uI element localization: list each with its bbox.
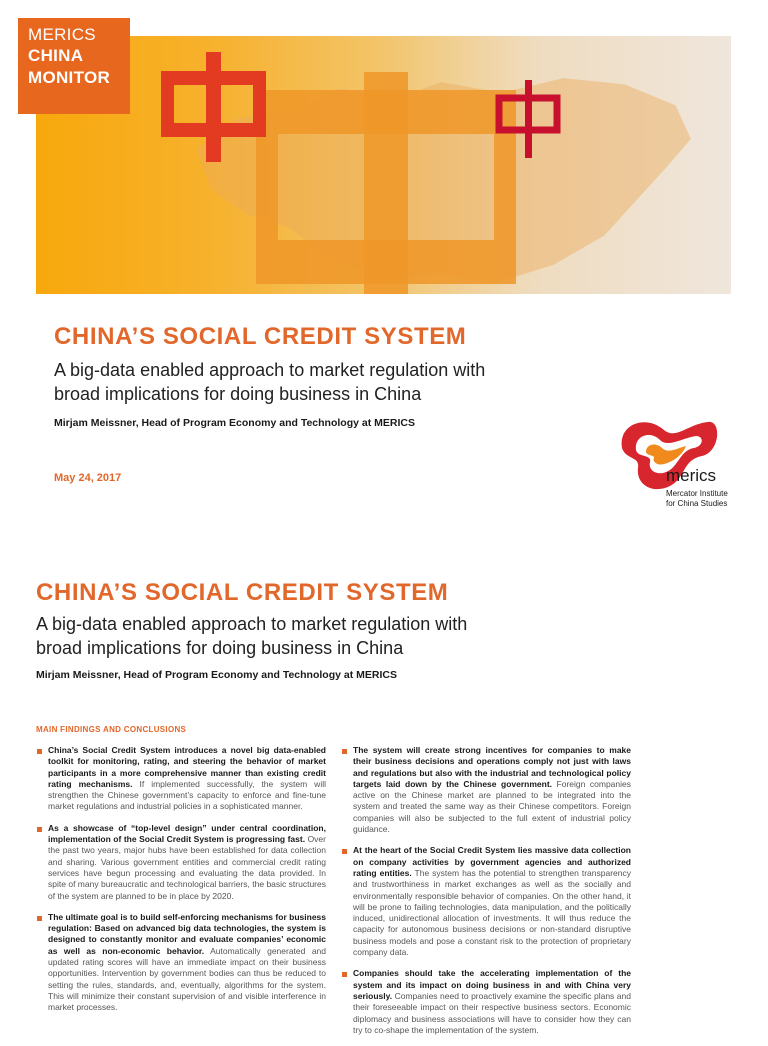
cover-date: May 24, 2017 xyxy=(54,472,122,484)
cover-subtitle: A big-data enabled approach to market regulation with broad implications for doing business in China xyxy=(54,360,486,404)
finding-item: At the heart of the Social Credit System lies massive data collection on company activities by government agencies and authorized rating entities. The system has the potential to strengthen transparency and trustworthiness in market exchanges as well as the socially and environmentally responsible behavior of companies. On the other hand, it will be prone to failing technologies, data manipulation, and the politically induced, unidirectional allocation of investments. It will thus reduce the capacity for autonomous business decisions or non-standard disruptive business models and pose a constant risk to the protection of proprietary company data. xyxy=(341,845,631,958)
merics-china-monitor-logo xyxy=(18,18,130,114)
hanzi-glyph-large xyxy=(256,72,516,294)
finding-item: As a showcase of “top-level design” under central coordination, implementation of the Social Credit System is progressing fast. Over the past two years, major hubs have been established for data collection and sharing. Various government entities and commercial credit rating services have begun processing and evaluating the data provided. In spite of many bureaucratic and technological barriers, the basic structures of the system are planned to be in place by 2020. xyxy=(36,823,326,902)
finding-item: The ultimate goal is to build self-enforcing mechanisms for business regulation: Based on advanced big data technologies, the system is designed to constantly monitor and evaluate companies’ economic as well as non-economic behavior. Automatically generated and updated rating scores will have an immediate impact on their business opportunities. Intervention by government bodies can thus be reduced to setting the rules, standards, and, eventually, algorithms for the system. This will minimize their constant supervision of and visible interference in market processes. xyxy=(36,912,326,1014)
finding-item: Companies should take the accelerating implementation of the system and its impact on doing business in and with China very seriously. Companies need to proactively examine the specific plans and their foreseeable impact on their respective business sectors. Economic diplomacy and business associations will have to consider how they can try to co-shape the implementation of the system. xyxy=(341,968,631,1036)
hanzi-glyph-medium xyxy=(161,52,266,162)
body-author: Mirjam Meissner, Head of Program Economy and Technology at MERICS xyxy=(36,669,397,681)
institute-name: merics xyxy=(666,466,717,485)
institute-subtitle-line-2: for China Studies xyxy=(666,499,728,508)
hanzi-glyph-small xyxy=(495,80,561,158)
hero-banner xyxy=(36,36,731,294)
body-title: CHINA’S SOCIAL CREDIT SYSTEM xyxy=(36,579,449,606)
logo-line-3: MONITOR xyxy=(28,68,111,87)
findings-left-column xyxy=(36,745,326,1024)
finding-item: China’s Social Credit System introduces a novel big data-enabled toolkit for monitoring, rating, and steering the behavior of market participants in a more comprehensive manner than existing credit rating mechanisms. If implemented successfully, the system will strengthen the Chinese government’s capacity to enforce and fine-tune market regulations and industrial policies in a sophisticated manner. xyxy=(36,745,326,813)
institute-subtitle xyxy=(666,489,728,509)
findings-right-column xyxy=(341,745,631,1046)
institute-subtitle-line-1: Mercator Institute xyxy=(666,489,728,498)
logo-line-2: CHINA xyxy=(28,46,84,65)
cover-author: Mirjam Meissner, Head of Program Economy and Technology at MERICS xyxy=(54,417,415,429)
logo-line-1: MERICS xyxy=(28,25,96,44)
finding-item: The system will create strong incentives for companies to make their business decisions and operations comply not just with laws and regulations but also with the industrial and technological policy targets laid down by the Chinese government. Foreign companies active on the Chinese market are planned to be integrated into the system and treated the same way as their Chinese competitors. Foreign companies will also be subjected to the full extent of industrial policy guidance. xyxy=(341,745,631,835)
section-heading: MAIN FINDINGS AND CONCLUSIONS xyxy=(36,725,187,734)
cover-title: CHINA’S SOCIAL CREDIT SYSTEM xyxy=(54,323,467,350)
body-subtitle: A big-data enabled approach to market regulation with broad implications for doing business in China xyxy=(36,614,468,658)
